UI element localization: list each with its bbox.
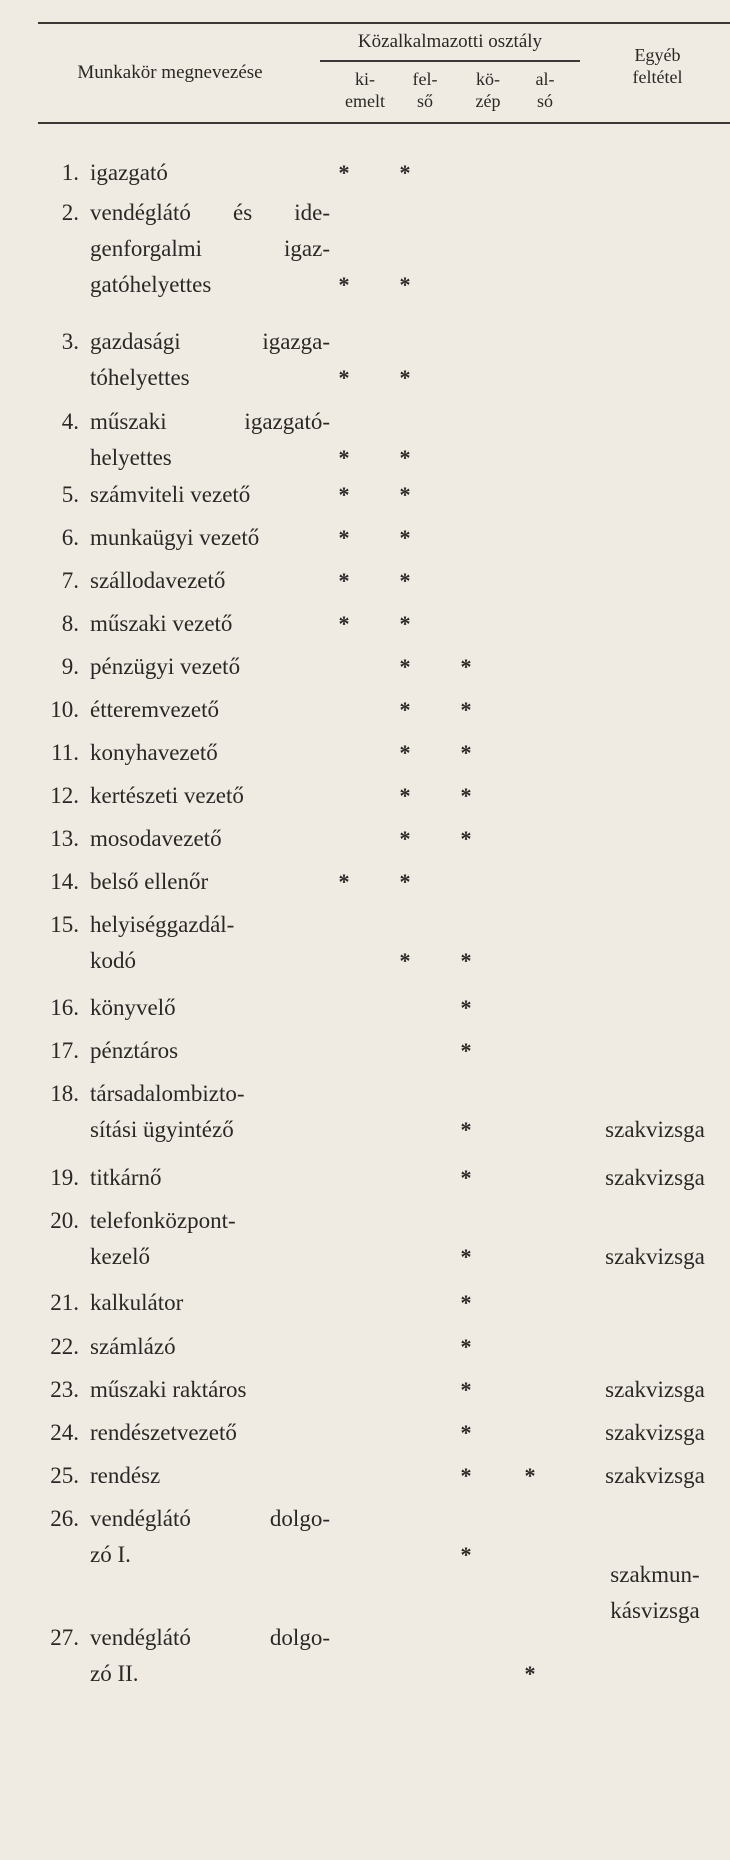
star-mark-kiemelt: * — [338, 365, 350, 390]
row-number: 20. — [50, 1208, 79, 1233]
row-number: 27. — [50, 1625, 79, 1650]
job-title — [90, 1372, 330, 1408]
job-title — [90, 1076, 330, 1148]
header-col-kiemelt-line2: emelt — [345, 90, 385, 111]
star-mark-felso: * — [399, 869, 411, 894]
header-bottom-rule — [38, 122, 730, 124]
job-title-line: igazgató — [90, 160, 168, 185]
other-condition-line: kásvizsga — [610, 1598, 700, 1623]
other-condition — [580, 1239, 730, 1275]
row-number: 17. — [50, 1038, 79, 1063]
star-mark-kozep: * — [460, 1038, 472, 1063]
job-title — [90, 735, 330, 771]
other-condition-line: szakvizsga — [605, 1463, 705, 1488]
star-mark-felso: * — [399, 948, 411, 973]
job-title — [90, 1160, 330, 1196]
row-number: 18. — [50, 1081, 79, 1106]
job-title — [90, 404, 330, 476]
other-condition — [580, 1112, 730, 1148]
star-mark-kiemelt: * — [338, 272, 350, 297]
job-title — [90, 821, 330, 857]
star-mark-kiemelt: * — [338, 611, 350, 636]
job-title-line: könyvelő — [90, 995, 176, 1020]
job-title-line: vendéglátó dolgo- — [90, 1506, 330, 1531]
other-condition-line: szakvizsga — [605, 1244, 705, 1269]
job-title-line: konyhavezető — [90, 740, 218, 765]
job-title — [90, 990, 330, 1026]
header-col-kozep — [458, 69, 518, 112]
star-mark-kozep: * — [460, 948, 472, 973]
star-mark-felso: * — [399, 611, 411, 636]
header-col-kozep-line2: zép — [475, 90, 501, 111]
job-title — [90, 520, 330, 556]
job-title — [90, 778, 330, 814]
header-col-also-line2: só — [536, 90, 553, 111]
row-number: 4. — [61, 409, 79, 434]
other-condition — [580, 1160, 730, 1196]
row-number: 22. — [50, 1334, 79, 1359]
header-col-felso — [395, 69, 455, 112]
star-mark-felso: * — [399, 525, 411, 550]
star-mark-kiemelt: * — [338, 568, 350, 593]
star-mark-also: * — [524, 1661, 536, 1686]
job-title-line: kertészeti vezető — [90, 783, 244, 808]
job-title-line: tóhelyettes — [90, 365, 190, 390]
job-title — [90, 1285, 330, 1321]
row-number: 21. — [50, 1290, 79, 1315]
job-title-line: társadalombizto- — [90, 1081, 245, 1106]
star-mark-felso: * — [399, 568, 411, 593]
job-title-line: számviteli vezető — [90, 482, 251, 507]
star-mark-kozep: * — [460, 697, 472, 722]
job-title — [90, 1329, 330, 1365]
job-title-line: szállodavezető — [90, 568, 226, 593]
other-condition — [580, 1372, 730, 1408]
row-number: 8. — [61, 611, 79, 636]
row-number: 1. — [61, 160, 79, 185]
row-number: 26. — [50, 1506, 79, 1531]
other-condition-line: szakvizsga — [605, 1165, 705, 1190]
job-title-line: munkaügyi vezető — [90, 525, 260, 550]
header-col-kiemelt-line1: ki- — [355, 69, 375, 89]
row-number: 24. — [50, 1420, 79, 1445]
other-condition-line: szakvizsga — [605, 1377, 705, 1402]
job-title — [90, 1033, 330, 1069]
header-other-condition — [595, 45, 720, 88]
star-mark-kozep: * — [460, 1377, 472, 1402]
row-number: 7. — [61, 568, 79, 593]
job-title-line: mosodavezető — [90, 826, 222, 851]
job-title-line: műszaki vezető — [90, 611, 233, 636]
star-mark-felso: * — [399, 654, 411, 679]
job-title — [90, 649, 330, 685]
row-number: 25. — [50, 1463, 79, 1488]
row-number: 13. — [50, 826, 79, 851]
star-mark-kozep: * — [460, 1244, 472, 1269]
star-mark-kiemelt: * — [338, 482, 350, 507]
star-mark-kozep: * — [460, 995, 472, 1020]
star-mark-kiemelt: * — [338, 445, 350, 470]
star-mark-kozep: * — [460, 654, 472, 679]
star-mark-kozep: * — [460, 1165, 472, 1190]
job-title-line: pénzügyi vezető — [90, 654, 241, 679]
row-number: 12. — [50, 783, 79, 808]
other-condition-line: szakvizsga — [605, 1420, 705, 1445]
job-title-line: gazdasági igazga- — [90, 329, 330, 354]
star-mark-kozep: * — [460, 1463, 472, 1488]
job-title-line: titkárnő — [90, 1165, 162, 1190]
header-col-also-line1: al- — [535, 69, 555, 89]
row-number: 5. — [61, 482, 79, 507]
job-title — [90, 606, 330, 642]
job-title-line: étteremvezető — [90, 697, 219, 722]
job-title-line: rendészetvezető — [90, 1420, 237, 1445]
other-condition — [580, 1415, 730, 1451]
job-title-line: műszaki raktáros — [90, 1377, 247, 1402]
star-mark-felso: * — [399, 826, 411, 851]
star-mark-kozep: * — [460, 1420, 472, 1445]
row-number: 23. — [50, 1377, 79, 1402]
star-mark-kozep: * — [460, 1542, 472, 1567]
star-mark-felso: * — [399, 740, 411, 765]
job-title-line: helyiséggazdál- — [90, 912, 235, 937]
other-condition — [580, 1557, 730, 1629]
job-title-line: pénztáros — [90, 1038, 179, 1063]
row-number: 14. — [50, 869, 79, 894]
job-title — [90, 1415, 330, 1451]
star-mark-kiemelt: * — [338, 869, 350, 894]
star-mark-kozep: * — [460, 783, 472, 808]
row-number: 15. — [50, 912, 79, 937]
star-mark-felso: * — [399, 445, 411, 470]
star-mark-kozep: * — [460, 1117, 472, 1142]
job-title-line: vendéglátó dolgo- — [90, 1625, 330, 1650]
star-mark-also: * — [524, 1463, 536, 1488]
row-number: 9. — [61, 654, 79, 679]
header-other-line2: feltétel — [632, 66, 683, 87]
star-mark-felso: * — [399, 160, 411, 185]
star-mark-kiemelt: * — [338, 160, 350, 185]
row-number: 6. — [61, 525, 79, 550]
header-other-line1: Egyéb — [634, 45, 681, 65]
star-mark-kozep: * — [460, 1290, 472, 1315]
job-title — [90, 907, 330, 979]
job-title-line: belső ellenőr — [90, 869, 209, 894]
job-title-line: gatóhelyettes — [90, 272, 212, 297]
header-job-title: Munkakör megnevezése — [77, 62, 263, 83]
job-title — [90, 864, 330, 900]
job-title-line: kalkulátor — [90, 1290, 184, 1315]
star-mark-felso: * — [399, 272, 411, 297]
row-number: 16. — [50, 995, 79, 1020]
job-title — [90, 155, 330, 191]
job-title — [90, 563, 330, 599]
row-number: 19. — [50, 1165, 79, 1190]
header-col-also — [515, 69, 575, 112]
star-mark-felso: * — [399, 365, 411, 390]
row-number: 3. — [61, 329, 79, 354]
job-title — [90, 1620, 330, 1692]
job-title-line: kezelő — [90, 1244, 151, 1269]
job-title-line: vendéglátó és ide- — [90, 200, 330, 225]
job-title — [90, 477, 330, 513]
other-condition — [580, 1458, 730, 1494]
star-mark-felso: * — [399, 783, 411, 808]
row-number: 2. — [61, 200, 79, 225]
other-condition-line: szakvizsga — [605, 1117, 705, 1142]
job-title-line: számlázó — [90, 1334, 176, 1359]
job-title — [90, 324, 330, 396]
star-mark-kozep: * — [460, 826, 472, 851]
top-rule — [38, 22, 730, 24]
class-group-underline — [320, 60, 580, 62]
job-title-line: műszaki igazgató- — [90, 409, 330, 434]
job-title-line: zó II. — [90, 1661, 139, 1686]
star-mark-felso: * — [399, 697, 411, 722]
star-mark-kozep: * — [460, 1334, 472, 1359]
job-title-line: zó I. — [90, 1542, 131, 1567]
header-class-group: Közalkalmazotti osztály — [357, 31, 543, 52]
job-title-line: telefonközpont- — [90, 1208, 236, 1233]
header-col-kozep-line1: kö- — [476, 69, 500, 89]
star-mark-felso: * — [399, 482, 411, 507]
header-col-felso-line2: ső — [416, 90, 433, 111]
job-title-line: sítási ügyintéző — [90, 1117, 234, 1142]
job-title-line: helyettes — [90, 445, 172, 470]
row-number: 10. — [50, 697, 79, 722]
header-col-kiemelt — [335, 69, 395, 112]
job-title-line: kodó — [90, 948, 136, 973]
star-mark-kozep: * — [460, 740, 472, 765]
job-title — [90, 1501, 330, 1573]
job-title-line: genforgalmi igaz- — [90, 236, 330, 261]
header-col-felso-line1: fel- — [412, 69, 438, 89]
other-condition-line: szakmun- — [610, 1562, 700, 1587]
job-title — [90, 692, 330, 728]
row-number: 11. — [51, 740, 79, 765]
job-title — [90, 195, 330, 303]
star-mark-kiemelt: * — [338, 525, 350, 550]
job-title — [90, 1203, 330, 1275]
job-title-line: rendész — [90, 1463, 161, 1488]
job-title — [90, 1458, 330, 1494]
